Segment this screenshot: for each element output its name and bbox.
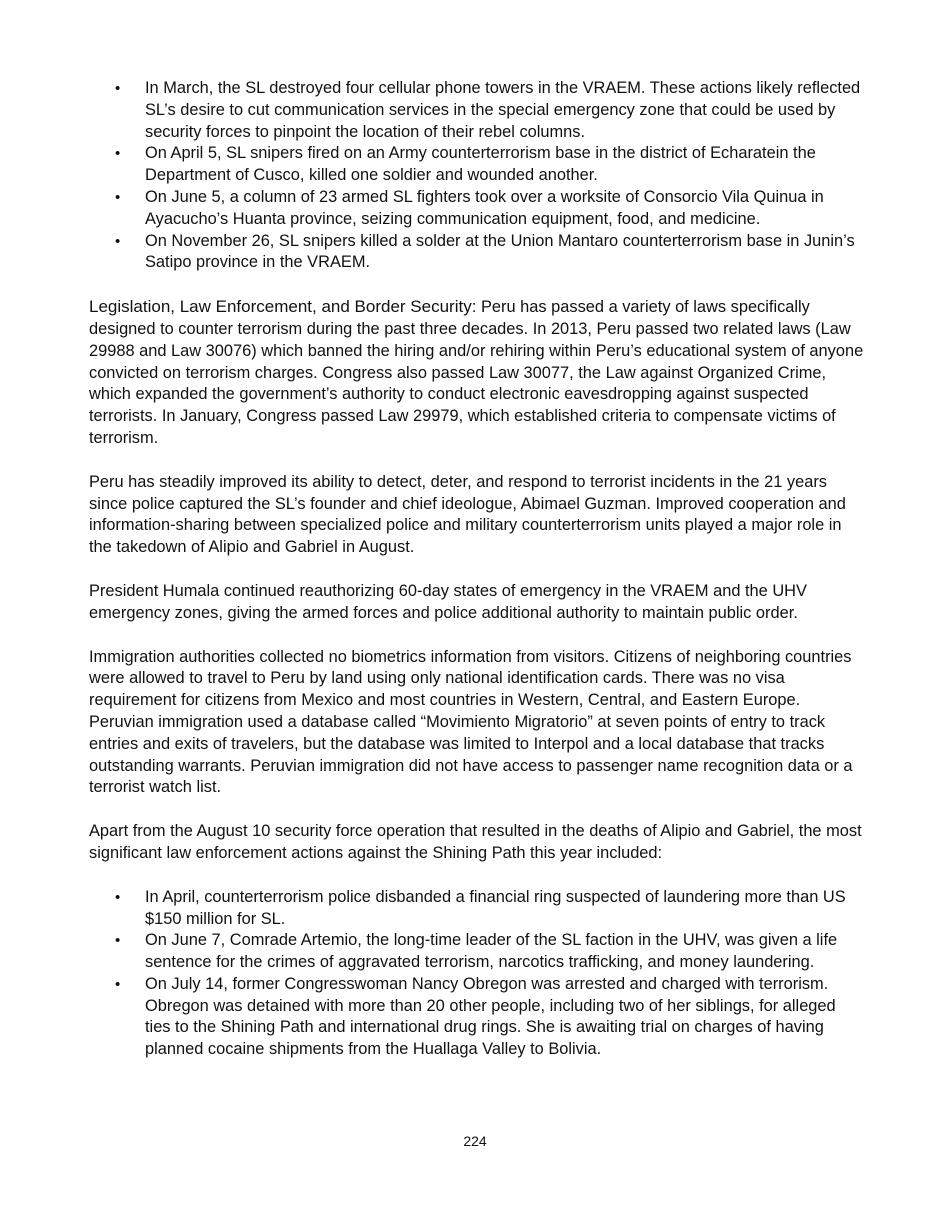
section-heading: Legislation, Law Enforcement, and Border Security: [89, 297, 477, 317]
bullet-icon: • [115, 188, 121, 206]
bullet-icon: • [115, 80, 121, 97]
body-paragraph: Apart from the August 10 security force operation that resulted in the deaths of Alipio and Gabriel, the most significant law enforcement actions against the Shining Path this year included: [89, 822, 862, 862]
list-item [89, 887, 864, 931]
legislation-paragraph [89, 296, 864, 450]
list-item-text: In March, the SL destroyed four cellular phone towers in the VRAEM. These actions likely reflected SL’s desire to cut communication services in the special emergency zone that could be used by security forces to pinpoint the location of their rebel columns. [145, 79, 861, 141]
bullet-icon: • [115, 888, 121, 906]
bullet-icon: • [115, 232, 121, 250]
page-number: 224 [463, 1133, 487, 1149]
list-item-text: On July 14, former Congresswoman Nancy Obregon was arrested and charged with terrorism. Obregon was detained with more than 20 other people, including two of her siblings, for alleged ties to the Shining Path and international drug rings. She is awaiting trial on charges of having planned cocaine shipments from the Huallaga Valley to Bolivia. [145, 974, 836, 1059]
list-item [89, 187, 864, 231]
list-item-text: In April, counterterrorism police disbanded a financial ring suspected of laundering more than US $150 million for SL. [145, 887, 846, 928]
incident-list [89, 78, 864, 274]
body-paragraph: Immigration authorities collected no biometrics information from visitors. Citizens of neighboring countries were allowed to travel to Peru by land using only national identification cards. There was no visa requirement for citizens from Mexico and most countries in Western, Central, and Eastern Europe. Peruvian immigration used a database called “Movimiento Migratorio” at seven points of entry to track entries and exits of travelers, but the database was limited to Interpol and a local database that tracks outstanding warrants. Peruvian immigration did not have access to passenger name recognition data or a terrorist watch list. [89, 647, 853, 797]
body-paragraph: President Humala continued reauthorizing 60-day states of emergency in the VRAEM and the UHV emergency zones, giving the armed forces and police additional authority to maintain public order. [89, 581, 807, 622]
page-content [89, 78, 864, 1061]
legislation-body: Peru has passed a variety of laws specifically designed to counter terrorism during the past three decades. In 2013, Peru passed two related laws (Law 29988 and Law 30076) which banned the hiring and/or rehiring within Peru’s educational system of anyone convicted on terrorism charges. Congress also passed Law 30077, the Law against Organized Crime, which expanded the government’s authority to conduct electronic eavesdropping against suspected terrorists. In January, Congress passed Law 29979, which established criteria to compensate victims of terrorism. [89, 298, 864, 447]
bullet-icon: • [115, 145, 121, 163]
body-paragraph: Peru has steadily improved its ability to detect, deter, and respond to terrorist incidents in the 21 years since police captured the SL’s founder and chief ideologue, Abimael Guzman. Improved cooperation and information-sharing between specialized police and military counterterrorism units played a major role in the takedown of Alipio and Gabriel in August. [89, 472, 846, 557]
list-item-text: On April 5, SL snipers fired on an Army counterterrorism base in the district of Echaratein the Department of Cusco, killed one soldier and wounded another. [145, 144, 816, 185]
list-item [89, 930, 864, 974]
list-item-text: On November 26, SL snipers killed a solder at the Union Mantaro counterterrorism base in Junin’s Satipo province in the VRAEM. [145, 231, 855, 272]
list-item [89, 231, 864, 275]
bullet-icon: • [115, 932, 121, 950]
list-item-text: On June 5, a column of 23 armed SL fighters took over a worksite of Consorcio Vila Quinua in Ayacucho’s Huanta province, seizing communication equipment, food, and medicine. [145, 187, 824, 228]
list-item-text: On June 7, Comrade Artemio, the long-time leader of the SL faction in the UHV, was given a life sentence for the crimes of aggravated terrorism, narcotics trafficking, and money laundering. [145, 931, 838, 972]
list-item [89, 78, 864, 143]
list-item [89, 974, 864, 1061]
enforcement-list [89, 887, 864, 1061]
bullet-icon: • [115, 975, 121, 993]
list-item [89, 143, 864, 187]
